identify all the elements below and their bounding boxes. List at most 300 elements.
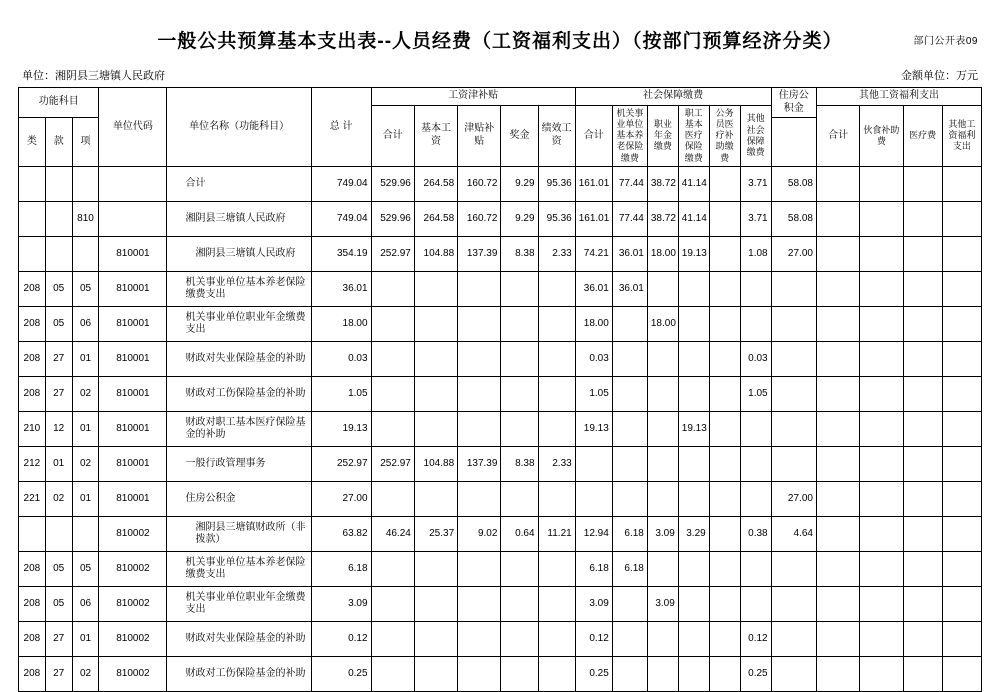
cell-housing-fund [771, 342, 816, 377]
cell-unit-code: 810002 [99, 587, 167, 622]
cell-housing-fund [771, 412, 816, 447]
cell-medical-fee [903, 482, 942, 517]
cell-social-total: 6.18 [575, 552, 612, 587]
cell-allowance [458, 377, 501, 412]
cell-total: 3.09 [311, 587, 371, 622]
cell-total: 36.01 [311, 272, 371, 307]
cell-total: 1.05 [311, 377, 371, 412]
cell-performance [538, 272, 575, 307]
cell-kuan: 02 [45, 482, 72, 517]
cell-occupational [647, 377, 678, 412]
cell-other-total [816, 482, 859, 517]
cell-other-social [740, 412, 771, 447]
cell-kuan: 27 [45, 622, 72, 657]
cell-total: 0.03 [311, 342, 371, 377]
cell-housing-fund [771, 552, 816, 587]
cell-other-social [740, 552, 771, 587]
cell-bonus: 8.38 [501, 237, 538, 272]
cell-bonus [501, 342, 538, 377]
cell-lei: 208 [19, 622, 46, 657]
cell-base-wage: 104.88 [414, 447, 457, 482]
cell-unit-name: 湘阴县三塘镇人民政府 [167, 237, 311, 272]
cell-medical-fee [903, 622, 942, 657]
cell-occupational: 18.00 [647, 237, 678, 272]
cell-kuan: 05 [45, 307, 72, 342]
cell-civil-medical [709, 447, 740, 482]
cell-lei: 212 [19, 447, 46, 482]
cell-other-social: 3.71 [740, 167, 771, 202]
cell-other-welfare-item [942, 412, 981, 447]
cell-medical: 3.29 [678, 517, 709, 552]
cell-medical: 19.13 [678, 412, 709, 447]
cell-kuan: 01 [45, 447, 72, 482]
cell-wage-total [371, 412, 414, 447]
cell-occupational [647, 552, 678, 587]
cell-medical [678, 552, 709, 587]
cell-other-welfare-item [942, 552, 981, 587]
cell-lei: 208 [19, 587, 46, 622]
cell-occupational: 18.00 [647, 307, 678, 342]
cell-xiang: 01 [72, 412, 99, 447]
cell-xiang: 01 [72, 482, 99, 517]
cell-housing-fund [771, 307, 816, 342]
cell-xiang [72, 237, 99, 272]
cell-wage-total [371, 622, 414, 657]
cell-base-wage [414, 552, 457, 587]
cell-pension: 77.44 [612, 167, 647, 202]
cell-medical-fee [903, 272, 942, 307]
table-row [19, 657, 982, 692]
cell-unit-code: 810001 [99, 237, 167, 272]
cell-base-wage [414, 412, 457, 447]
cell-total: 0.25 [311, 657, 371, 692]
document-page [0, 26, 1000, 679]
cell-unit-name: 财政对职工基本医疗保险基金的补助 [167, 412, 311, 447]
cell-kuan: 27 [45, 657, 72, 692]
cell-lei: 221 [19, 482, 46, 517]
cell-xiang: 05 [72, 552, 99, 587]
form-code: 部门公开表09 [913, 36, 978, 47]
cell-unit-name: 机关事业单位基本养老保险缴费支出 [167, 272, 311, 307]
cell-social-total: 18.00 [575, 307, 612, 342]
cell-allowance [458, 342, 501, 377]
cell-other-social: 0.12 [740, 622, 771, 657]
cell-bonus: 9.29 [501, 167, 538, 202]
cell-social-total: 74.21 [575, 237, 612, 272]
cell-occupational [647, 482, 678, 517]
header-xiang: 项 [72, 118, 99, 167]
cell-pension: 77.44 [612, 202, 647, 237]
cell-housing-fund: 27.00 [771, 482, 816, 517]
table-row [19, 167, 982, 202]
amount-unit-label: 金额单位：万元 [901, 70, 978, 82]
cell-other-total [816, 237, 859, 272]
cell-medical-fee [903, 307, 942, 342]
cell-pension: 6.18 [612, 517, 647, 552]
cell-xiang: 01 [72, 342, 99, 377]
cell-base-wage [414, 482, 457, 517]
cell-medical-fee [903, 657, 942, 692]
cell-bonus [501, 622, 538, 657]
header-base-wage: 基本工资 [414, 105, 457, 167]
header-occupational: 职业年金缴费 [647, 105, 678, 167]
header-kuan: 款 [45, 118, 72, 167]
cell-kuan: 27 [45, 377, 72, 412]
cell-unit-name: 财政对失业保险基金的补助 [167, 622, 311, 657]
header-lei: 类 [19, 118, 46, 167]
cell-allowance [458, 482, 501, 517]
cell-food-subsidy [860, 447, 903, 482]
cell-kuan [45, 237, 72, 272]
table-row [19, 342, 982, 377]
cell-housing-fund [771, 657, 816, 692]
cell-other-welfare-item [942, 307, 981, 342]
cell-unit-name: 财政对工伤保险基金的补助 [167, 377, 311, 412]
cell-allowance [458, 622, 501, 657]
cell-housing-fund: 4.64 [771, 517, 816, 552]
cell-xiang: 01 [72, 622, 99, 657]
cell-food-subsidy [860, 517, 903, 552]
meta-row [18, 67, 982, 87]
cell-unit-code [99, 202, 167, 237]
cell-food-subsidy [860, 552, 903, 587]
cell-social-total: 161.01 [575, 202, 612, 237]
cell-total: 27.00 [311, 482, 371, 517]
header-social-total: 合计 [575, 105, 612, 167]
cell-allowance: 137.39 [458, 237, 501, 272]
cell-other-total [816, 167, 859, 202]
cell-wage-total [371, 342, 414, 377]
cell-unit-name: 机关事业单位职业年金缴费支出 [167, 587, 311, 622]
cell-unit-code: 810001 [99, 482, 167, 517]
cell-xiang: 06 [72, 307, 99, 342]
cell-unit-name: 财政对工伤保险基金的补助 [167, 657, 311, 692]
cell-housing-fund [771, 587, 816, 622]
cell-allowance: 160.72 [458, 167, 501, 202]
cell-performance [538, 657, 575, 692]
cell-other-welfare-item [942, 517, 981, 552]
header-wage-total: 合计 [371, 105, 414, 167]
cell-medical [678, 342, 709, 377]
cell-other-social: 3.71 [740, 202, 771, 237]
cell-unit-name: 住房公积金 [167, 482, 311, 517]
cell-base-wage [414, 657, 457, 692]
cell-bonus [501, 272, 538, 307]
cell-allowance: 160.72 [458, 202, 501, 237]
header-wage-allowance: 工资津补贴 [371, 88, 575, 106]
cell-allowance: 137.39 [458, 447, 501, 482]
cell-other-total [816, 447, 859, 482]
cell-wage-total [371, 272, 414, 307]
cell-other-social: 1.08 [740, 237, 771, 272]
cell-social-total: 12.94 [575, 517, 612, 552]
cell-lei [19, 167, 46, 202]
cell-medical: 41.14 [678, 202, 709, 237]
cell-social-total: 0.25 [575, 657, 612, 692]
cell-civil-medical [709, 517, 740, 552]
cell-civil-medical [709, 482, 740, 517]
cell-medical-fee [903, 412, 942, 447]
cell-housing-fund [771, 377, 816, 412]
table-row [19, 202, 982, 237]
cell-kuan: 27 [45, 342, 72, 377]
header-housing-fund: 住房公积金 [771, 88, 816, 118]
cell-pension [612, 482, 647, 517]
cell-occupational: 38.72 [647, 202, 678, 237]
header-unit-name: 单位名称（功能科目） [167, 88, 311, 167]
header-medical: 职工基本医疗保险缴费 [678, 105, 709, 167]
cell-civil-medical [709, 272, 740, 307]
cell-medical: 41.14 [678, 167, 709, 202]
cell-other-total [816, 517, 859, 552]
cell-wage-total: 529.96 [371, 167, 414, 202]
header-medical-fee: 医疗费 [903, 105, 942, 167]
cell-pension: 6.18 [612, 552, 647, 587]
cell-total: 0.12 [311, 622, 371, 657]
cell-wage-total: 252.97 [371, 237, 414, 272]
cell-total: 6.18 [311, 552, 371, 587]
cell-unit-name: 机关事业单位职业年金缴费支出 [167, 307, 311, 342]
cell-other-social: 1.05 [740, 377, 771, 412]
cell-medical-fee [903, 517, 942, 552]
cell-xiang: 02 [72, 377, 99, 412]
cell-wage-total [371, 552, 414, 587]
cell-food-subsidy [860, 167, 903, 202]
cell-occupational [647, 272, 678, 307]
cell-allowance [458, 307, 501, 342]
cell-medical: 19.13 [678, 237, 709, 272]
cell-kuan: 12 [45, 412, 72, 447]
table-row [19, 552, 982, 587]
cell-allowance [458, 552, 501, 587]
cell-medical-fee [903, 552, 942, 587]
cell-total: 252.97 [311, 447, 371, 482]
cell-performance [538, 412, 575, 447]
cell-other-welfare-item [942, 342, 981, 377]
cell-social-total: 19.13 [575, 412, 612, 447]
cell-food-subsidy [860, 307, 903, 342]
header-food-subsidy: 伙食补助费 [860, 105, 903, 167]
header-pension: 机关事业单位基本养老保险缴费 [612, 105, 647, 167]
cell-total: 63.82 [311, 517, 371, 552]
cell-base-wage: 104.88 [414, 237, 457, 272]
cell-unit-name: 机关事业单位基本养老保险缴费支出 [167, 552, 311, 587]
cell-bonus [501, 657, 538, 692]
cell-xiang: 06 [72, 587, 99, 622]
cell-bonus [501, 377, 538, 412]
cell-kuan [45, 202, 72, 237]
cell-lei: 208 [19, 342, 46, 377]
cell-lei: 208 [19, 377, 46, 412]
cell-medical-fee [903, 202, 942, 237]
cell-pension [612, 622, 647, 657]
unit-label: 单位：湘阴县三塘镇人民政府 [22, 70, 165, 82]
cell-medical [678, 482, 709, 517]
cell-xiang: 02 [72, 447, 99, 482]
cell-unit-name: 合计 [167, 167, 311, 202]
cell-food-subsidy [860, 482, 903, 517]
cell-occupational [647, 447, 678, 482]
cell-other-social: 0.25 [740, 657, 771, 692]
cell-food-subsidy [860, 657, 903, 692]
cell-food-subsidy [860, 377, 903, 412]
cell-civil-medical [709, 657, 740, 692]
cell-other-social: 0.03 [740, 342, 771, 377]
cell-base-wage: 25.37 [414, 517, 457, 552]
cell-food-subsidy [860, 412, 903, 447]
cell-other-welfare-item [942, 237, 981, 272]
cell-medical [678, 377, 709, 412]
cell-other-total [816, 377, 859, 412]
cell-bonus [501, 307, 538, 342]
cell-unit-code: 810001 [99, 447, 167, 482]
cell-civil-medical [709, 587, 740, 622]
header-bonus: 奖金 [501, 105, 538, 167]
cell-unit-code [99, 167, 167, 202]
cell-lei: 208 [19, 307, 46, 342]
cell-other-social [740, 272, 771, 307]
cell-social-total: 3.09 [575, 587, 612, 622]
cell-unit-name: 一般行政管理事务 [167, 447, 311, 482]
table-row [19, 587, 982, 622]
cell-medical-fee [903, 237, 942, 272]
cell-performance: 95.36 [538, 167, 575, 202]
cell-unit-name: 湘阴县三塘镇人民政府 [167, 202, 311, 237]
cell-performance [538, 482, 575, 517]
cell-other-welfare-item [942, 202, 981, 237]
cell-housing-fund [771, 272, 816, 307]
table-row [19, 517, 982, 552]
cell-total: 19.13 [311, 412, 371, 447]
cell-unit-name: 财政对失业保险基金的补助 [167, 342, 311, 377]
cell-performance [538, 377, 575, 412]
cell-food-subsidy [860, 272, 903, 307]
header-total: 总 计 [311, 88, 371, 167]
cell-bonus [501, 482, 538, 517]
budget-table [18, 87, 982, 692]
cell-unit-code: 810001 [99, 307, 167, 342]
cell-bonus [501, 587, 538, 622]
cell-pension: 36.01 [612, 272, 647, 307]
cell-occupational: 38.72 [647, 167, 678, 202]
cell-other-total [816, 587, 859, 622]
cell-social-total [575, 482, 612, 517]
cell-kuan: 05 [45, 587, 72, 622]
cell-bonus: 8.38 [501, 447, 538, 482]
cell-allowance: 9.02 [458, 517, 501, 552]
cell-social-total: 161.01 [575, 167, 612, 202]
cell-xiang [72, 517, 99, 552]
cell-medical [678, 622, 709, 657]
cell-base-wage: 264.58 [414, 202, 457, 237]
cell-other-total [816, 552, 859, 587]
cell-civil-medical [709, 552, 740, 587]
cell-bonus [501, 412, 538, 447]
cell-housing-fund [771, 622, 816, 657]
cell-wage-total [371, 377, 414, 412]
cell-housing-fund [771, 447, 816, 482]
cell-unit-code: 810002 [99, 657, 167, 692]
table-row [19, 447, 982, 482]
cell-other-welfare-item [942, 587, 981, 622]
header-other-social: 其他社会保障缴费 [740, 105, 771, 167]
cell-civil-medical [709, 622, 740, 657]
cell-performance: 2.33 [538, 447, 575, 482]
table-row [19, 377, 982, 412]
cell-unit-code: 810002 [99, 622, 167, 657]
header-other-welfare: 其他工资福利支出 [816, 88, 981, 106]
cell-lei: 208 [19, 657, 46, 692]
cell-allowance [458, 412, 501, 447]
cell-other-social [740, 447, 771, 482]
table-row [19, 412, 982, 447]
cell-lei [19, 202, 46, 237]
cell-allowance [458, 587, 501, 622]
cell-medical [678, 447, 709, 482]
cell-medical [678, 587, 709, 622]
cell-base-wage [414, 587, 457, 622]
cell-unit-code: 810002 [99, 517, 167, 552]
cell-other-welfare-item [942, 167, 981, 202]
cell-wage-total: 252.97 [371, 447, 414, 482]
cell-unit-code: 810001 [99, 272, 167, 307]
cell-xiang: 810 [72, 202, 99, 237]
cell-base-wage [414, 307, 457, 342]
cell-occupational: 3.09 [647, 517, 678, 552]
cell-wage-total: 46.24 [371, 517, 414, 552]
cell-civil-medical [709, 307, 740, 342]
cell-social-total [575, 447, 612, 482]
header-social-insurance: 社会保障缴费 [575, 88, 771, 106]
cell-wage-total [371, 482, 414, 517]
cell-other-social: 0.38 [740, 517, 771, 552]
cell-medical-fee [903, 342, 942, 377]
header-allowance: 津贴补贴 [458, 105, 501, 167]
cell-performance [538, 307, 575, 342]
cell-other-total [816, 307, 859, 342]
cell-occupational [647, 657, 678, 692]
cell-base-wage [414, 272, 457, 307]
header-unit-code: 单位代码 [99, 88, 167, 167]
cell-other-total [816, 412, 859, 447]
cell-housing-fund: 58.08 [771, 202, 816, 237]
table-row [19, 272, 982, 307]
cell-performance: 2.33 [538, 237, 575, 272]
cell-other-total [816, 622, 859, 657]
cell-other-welfare-item [942, 377, 981, 412]
cell-performance [538, 587, 575, 622]
cell-allowance [458, 272, 501, 307]
cell-base-wage [414, 342, 457, 377]
cell-housing-fund: 58.08 [771, 167, 816, 202]
cell-other-total [816, 657, 859, 692]
cell-social-total: 0.12 [575, 622, 612, 657]
cell-medical-fee [903, 167, 942, 202]
header-other-welfare-item: 其他工资福利支出 [942, 105, 981, 167]
cell-kuan [45, 167, 72, 202]
cell-base-wage [414, 377, 457, 412]
table-row [19, 237, 982, 272]
cell-pension [612, 377, 647, 412]
cell-total: 354.19 [311, 237, 371, 272]
cell-medical-fee [903, 587, 942, 622]
page-title: 一般公共预算基本支出表--人员经费（工资福利支出）（按部门预算经济分类） [157, 31, 843, 52]
cell-performance: 11.21 [538, 517, 575, 552]
cell-total: 749.04 [311, 202, 371, 237]
cell-social-total: 36.01 [575, 272, 612, 307]
cell-medical-fee [903, 377, 942, 412]
cell-other-social [740, 482, 771, 517]
